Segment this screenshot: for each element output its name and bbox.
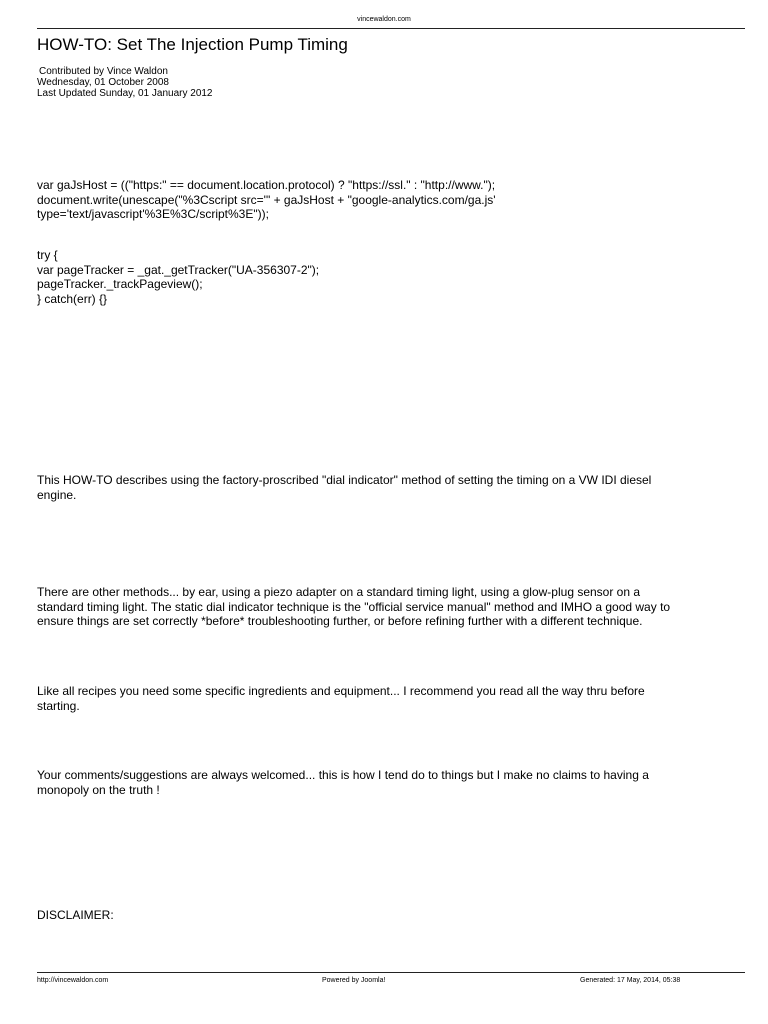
- script-line: var pageTracker = _gat._getTracker("UA-356307-2");: [37, 262, 320, 277]
- bottom-divider: [37, 972, 745, 973]
- footer-powered-by: Powered by Joomla!: [322, 977, 386, 984]
- script-line: pageTracker._trackPageview();: [37, 277, 203, 291]
- article-title: HOW-TO: Set The Injection Pump Timing: [37, 35, 348, 54]
- paragraph-line: There are other methods... by ear, using a piezo adapter on a standard timing light, using a glow-plug sensor on a: [37, 585, 641, 599]
- paragraph-line: Like all recipes you need some specific ingredients and equipment... I recommend you read all the way thru before: [37, 684, 645, 698]
- paragraph-line: standard timing light. The static dial indicator technique is the "official service manual" method and IMHO a good way to: [37, 599, 671, 614]
- paragraph-line: starting.: [37, 698, 80, 713]
- paragraph-line: Your comments/suggestions are always welcomed... this is how I tend do to things but I make no claims to having a: [37, 768, 649, 782]
- footer-generated-date: Generated: 17 May, 2014, 05:38: [580, 977, 681, 984]
- paragraph-ingredients: [37, 684, 737, 713]
- paragraph-methods: [37, 585, 737, 629]
- paragraph-comments: [37, 768, 737, 797]
- script-line: } catch(err) {}: [37, 291, 108, 306]
- contributed-by: Contributed by Vince Waldon: [39, 66, 168, 77]
- last-updated: Last Updated Sunday, 01 January 2012: [37, 88, 213, 99]
- paragraph-line: ensure things are set correctly *before* troubleshooting further, or before refining further with a different technique.: [37, 614, 643, 628]
- paragraph-line: engine.: [37, 487, 77, 502]
- script-line: try {: [37, 248, 58, 262]
- script-line: document.write(unescape("%3Cscript src='" + gaJsHost + "google-analytics.com/ga.js': [37, 192, 496, 207]
- footer-site-url[interactable]: http://vincewaldon.com: [37, 977, 109, 984]
- site-domain-header: vincewaldon.com: [357, 16, 411, 23]
- paragraph-line: monopoly on the truth !: [37, 782, 160, 797]
- script-line: type='text/javascript'%3E%3C/script%3E"));: [37, 207, 269, 221]
- paragraph-line: This HOW-TO describes using the factory-proscribed "dial indicator" method of setting the timing on a VW IDI diesel: [37, 473, 652, 487]
- article-meta: [37, 66, 213, 99]
- publish-date: Wednesday, 01 October 2008: [37, 77, 169, 88]
- script-text-block-2: [37, 248, 737, 306]
- paragraph-intro: [37, 473, 737, 502]
- top-divider: [37, 28, 745, 29]
- disclaimer-heading: DISCLAIMER:: [37, 908, 114, 922]
- script-text-block-1: [37, 178, 737, 222]
- script-line: var gaJsHost = (("https:" == document.location.protocol) ? "https://ssl." : "http://www.");: [37, 178, 496, 192]
